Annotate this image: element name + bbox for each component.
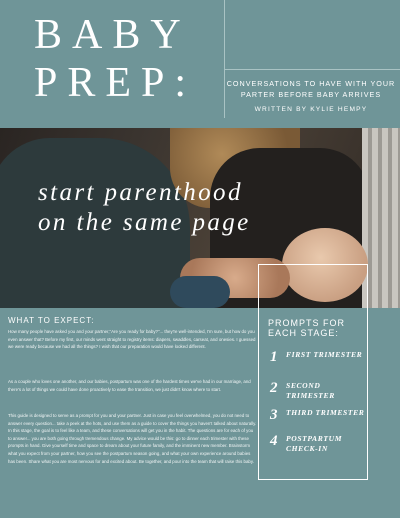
title-line-2: PREP: xyxy=(34,60,197,106)
prompt-item xyxy=(270,381,370,400)
prompt-number: 1 xyxy=(270,349,278,365)
subtitle: CONVERSATIONS TO HAVE WITH YOUR PARTER BEFORE BABY ARRIVES xyxy=(226,79,396,99)
prompt-item xyxy=(270,434,370,453)
photo-tagline xyxy=(38,178,251,238)
body-paragraph-1: How many people have asked you and your partner,"Are you ready for baby?"... they're well-intended, I'm sure, but how do you even answer that? Before my first, our minds went straight to registry items: diapers, swaddles, carseat, and onesies. I guessed we were ready because we had all the things? I wish that our preparation would have looked different. xyxy=(8,329,256,350)
prompt-number: 4 xyxy=(270,433,278,449)
prompt-label: FIRST TRIMESTER xyxy=(286,350,363,359)
prompt-item xyxy=(270,350,370,365)
body-paragraph-3: This guide is designed to serve as a prompt for you and your partner. Just in case you feel overwhelmed, you do not need to answer every question... take a peek at the hots, and use them as a guide to cover the things you haven't talked about naturally. In this stage, the goal is to feel like a team, and these conversations will get you in the habit. The questions are for each of you to answer... you are both going through tremendous change. My advice would be this: go to dinner each trimester with these prompts in hand. Give yourself time and space to dream about your future family, and the imminent new member. Brainstorm what you expect from your partner, how you see the postpartum season going, and what your own experience around babies has been. Share what you are most nervous for and excited about. Be together, and pour into the team that will raise this baby. xyxy=(8,413,257,464)
prompts-heading: PROMPTS FOR EACH STAGE: xyxy=(268,318,346,338)
body-paragraph-2: As a couple who loves one another, and our babies, postpartum was one of the hardest times we've had in our marriage, and there's a lot of things we could have done proactively to ease the transition, we just didn't know where to start. xyxy=(8,379,251,392)
title-line-1: BABY xyxy=(34,12,191,58)
prompt-number: 2 xyxy=(270,380,278,396)
author-byline: WRITTEN BY KYLIE HEMPY xyxy=(254,106,368,113)
tagline-line-1: start parenthood xyxy=(38,179,243,206)
prompt-number: 3 xyxy=(270,407,278,423)
prompt-label: POSTPARTUM CHECK-IN xyxy=(286,434,343,453)
photo-sleeve xyxy=(170,276,230,308)
tagline-line-2: on the same page xyxy=(38,209,251,236)
header-divider-horizontal xyxy=(224,69,400,70)
prompt-label: THIRD TRIMESTER xyxy=(286,408,365,417)
prompt-label: SECOND TRIMESTER xyxy=(286,381,335,400)
prompt-item xyxy=(270,408,370,423)
what-to-expect-heading: WHAT TO EXPECT: xyxy=(8,316,95,325)
header-divider-vertical xyxy=(224,0,225,118)
